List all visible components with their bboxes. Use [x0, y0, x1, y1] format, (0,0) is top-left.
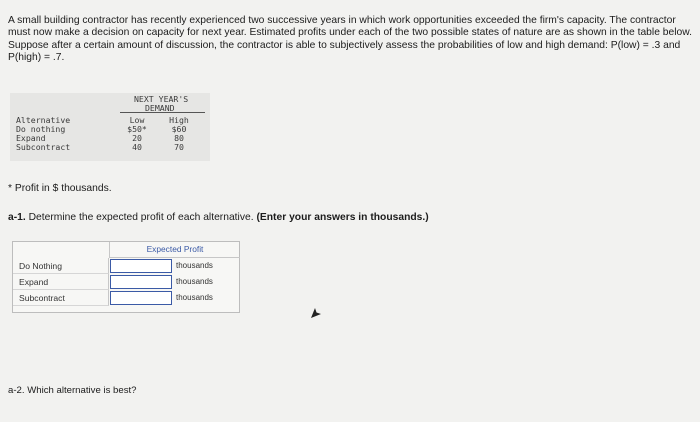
- row-low: 40: [132, 142, 142, 152]
- probabilities-text: P(low) = .3 and P(high) = .7.: [8, 39, 681, 64]
- expected-profit-header: Expected Profit: [109, 242, 240, 258]
- row-name: Expand: [16, 133, 46, 143]
- question-a1: [8, 212, 429, 223]
- problem-text: A small building contractor has recently experienced two successive years in which work opportunities exceeded the firm's capacity. The contractor must now make a decision on capacity for next year. Estimated profits under each of the two possible states of nature are as shown in the table below. Suppose after a certain amount of discussion, the contractor is able to subjectively assess the probabilities of low and high demand:: [8, 15, 692, 51]
- question-a1-text: Determine the expected profit of each alternative.: [28, 212, 254, 223]
- question-a1-instruction: (Enter your answers in thousands.): [256, 212, 429, 223]
- col-high: High: [169, 115, 189, 125]
- mouse-cursor-icon: [309, 306, 323, 320]
- row-low: 20: [132, 133, 142, 143]
- col-low: Low: [129, 115, 145, 125]
- row-label-expand: Expand: [13, 274, 109, 290]
- row-name: Do nothing: [16, 124, 66, 134]
- row-label-do-nothing: Do Nothing: [13, 258, 109, 274]
- col-alternative: Alternative: [16, 115, 71, 125]
- header-rule: [120, 112, 205, 113]
- question-a2: a-2. Which alternative is best?: [8, 385, 137, 396]
- question-a1-number: a-1.: [8, 212, 26, 223]
- do-nothing-input[interactable]: [110, 259, 172, 273]
- unit-label: thousands: [176, 293, 213, 302]
- table-row: [16, 124, 206, 133]
- table-row: [16, 142, 206, 151]
- footnote: * Profit in $ thousands.: [8, 183, 112, 194]
- table-row: [16, 133, 206, 142]
- unit-label: thousands: [176, 261, 213, 270]
- table-header-demand: DEMAND: [145, 103, 175, 113]
- row-low: $50*: [127, 124, 147, 134]
- row-high: 70: [174, 142, 184, 152]
- expand-input[interactable]: [110, 275, 172, 289]
- subcontract-input[interactable]: [110, 291, 172, 305]
- expected-profit-table: [12, 241, 240, 313]
- problem-statement: [8, 15, 692, 65]
- row-name: Subcontract: [16, 142, 71, 152]
- table-header-next-years: NEXT YEAR'S: [134, 94, 189, 104]
- unit-label: thousands: [176, 277, 213, 286]
- table-header-row: [16, 115, 206, 124]
- row-high: 80: [174, 133, 184, 143]
- row-high: $60: [171, 124, 187, 134]
- profit-table: [10, 93, 210, 161]
- row-label-subcontract: Subcontract: [13, 290, 109, 306]
